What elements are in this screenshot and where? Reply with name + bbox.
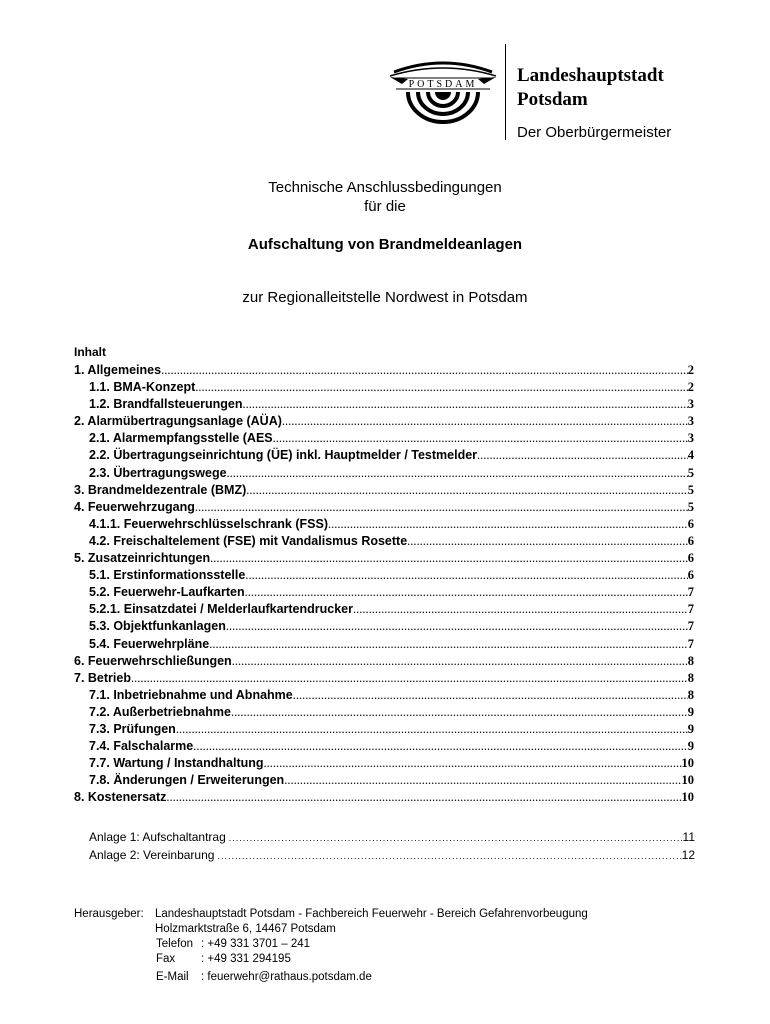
- toc-entry[interactable]: [74, 567, 694, 584]
- toc-entry-page: 9: [687, 721, 694, 736]
- toc-entry-label: 2.1. Alarmempfangsstelle (AES: [89, 431, 273, 446]
- phone-value: : +49 331 3701 – 241: [201, 938, 311, 950]
- toc-entry[interactable]: [74, 396, 694, 413]
- toc-entry-label: 1. Allgemeines: [74, 363, 162, 377]
- toc-list: [74, 362, 694, 806]
- toc-entry-page: 8: [687, 687, 694, 702]
- toc-entry[interactable]: [74, 499, 694, 516]
- organization-subtitle: Der Oberbürgermeister: [517, 124, 672, 141]
- toc-entry[interactable]: [74, 430, 694, 447]
- toc-entry-page: 3: [687, 397, 694, 412]
- email-key: E-Mail: [156, 971, 189, 983]
- toc-entry-label: 5.2. Feuerwehr-Laufkarten: [89, 585, 245, 600]
- toc-entry-page: 7: [687, 585, 694, 600]
- toc-entry[interactable]: [74, 755, 694, 772]
- dot-leader: [176, 721, 688, 738]
- dot-leader: [264, 755, 682, 772]
- dot-leader: [293, 687, 688, 704]
- annex-label: Anlage 2: Vereinbarung: [89, 848, 215, 862]
- toc-entry[interactable]: [74, 379, 694, 396]
- toc-entry-page: 7: [687, 619, 694, 634]
- toc-entry-label: 3. Brandmeldezentrale (BMZ): [74, 482, 247, 497]
- toc-entry-page: 8: [687, 670, 694, 685]
- toc-entry-page: 6: [687, 551, 694, 566]
- toc-entry-label: 1.2. Brandfallsteuerungen: [89, 397, 243, 412]
- dot-leader: [131, 670, 688, 687]
- logo-text: POTSDAM: [408, 79, 478, 90]
- toc-entry[interactable]: [74, 465, 694, 482]
- toc-entry-label: 7.2. Außerbetriebnahme: [89, 704, 231, 719]
- toc-entry[interactable]: [74, 618, 694, 635]
- dot-leader: [227, 465, 688, 482]
- annex-list: [89, 829, 695, 865]
- toc-entry[interactable]: [74, 670, 694, 687]
- toc-entry[interactable]: [74, 704, 694, 721]
- toc-entry-page: 6: [687, 533, 694, 548]
- toc-entry-label: 6. Feuerwehrschließungen: [74, 653, 232, 668]
- toc-entry-label: 7.4. Falschalarme: [89, 739, 194, 754]
- dot-leader: [193, 738, 688, 755]
- toc-entry-page: 7: [687, 602, 694, 617]
- table-of-contents: [74, 345, 694, 806]
- dot-leader: [407, 533, 688, 550]
- toc-entry-label: 2.3. Übertragungswege: [89, 465, 227, 480]
- toc-entry-page: 10: [681, 790, 694, 805]
- toc-entry[interactable]: [74, 533, 694, 550]
- publisher-key: Herausgeber:: [74, 908, 144, 920]
- toc-entry-label: 7.7. Wartung / Instandhaltung: [89, 756, 264, 771]
- toc-entry[interactable]: [74, 447, 694, 464]
- toc-entry-label: 4.1.1. Feuerwehrschlüsselschrank (FSS): [89, 516, 328, 531]
- toc-entry-page: 7: [687, 636, 694, 651]
- toc-entry[interactable]: [74, 482, 694, 499]
- toc-entry-page: 2: [687, 380, 694, 395]
- phone-key: Telefon: [156, 938, 194, 950]
- dot-leader: [226, 830, 683, 847]
- toc-entry-label: 5.3. Objektfunkanlagen: [89, 619, 226, 634]
- toc-entry[interactable]: [74, 601, 694, 618]
- toc-entry[interactable]: [74, 789, 694, 806]
- org-line-1: Landeshauptstadt: [517, 65, 664, 86]
- toc-entry[interactable]: [74, 636, 694, 653]
- toc-entry-label: 4.2. Freischaltelement (FSE) mit Vandalismus Rosette: [89, 533, 408, 548]
- potsdam-logo: [388, 58, 498, 126]
- organization-name: [517, 64, 664, 112]
- annex-page: 11: [682, 830, 695, 844]
- toc-entry-label: 7. Betrieb: [74, 670, 131, 685]
- toc-entry-page: 5: [687, 465, 694, 480]
- title-line-1: Technische Anschlussbedingungen: [268, 179, 502, 196]
- toc-entry-label: 5. Zusatzeinrichtungen: [74, 551, 211, 566]
- dot-leader: [284, 772, 681, 789]
- toc-heading: Inhalt: [74, 345, 106, 359]
- publisher-block: [74, 907, 588, 985]
- toc-entry[interactable]: [74, 772, 694, 789]
- toc-entry[interactable]: [74, 584, 694, 601]
- toc-entry-page: 10: [681, 773, 694, 788]
- org-line-2: Potsdam: [517, 89, 588, 110]
- dot-leader: [245, 584, 688, 601]
- dot-leader: [232, 653, 688, 670]
- toc-entry[interactable]: [74, 516, 694, 533]
- dot-leader: [477, 447, 688, 464]
- toc-entry-page: 4: [687, 448, 694, 463]
- toc-entry[interactable]: [74, 653, 694, 670]
- toc-entry-label: 1.1. BMA-Konzept: [89, 380, 196, 395]
- dot-leader: [245, 567, 687, 584]
- dot-leader: [195, 499, 688, 516]
- title-block: [0, 178, 770, 306]
- toc-entry-page: 6: [687, 516, 694, 531]
- dot-leader: [328, 516, 688, 533]
- toc-entry-page: 9: [687, 704, 694, 719]
- annex-item[interactable]: [89, 829, 695, 847]
- dot-leader: [214, 848, 681, 865]
- dot-leader: [195, 379, 688, 396]
- toc-entry-page: 2: [687, 363, 694, 377]
- title-line-2: für die: [364, 198, 406, 215]
- annex-label: Anlage 1: Aufschaltantrag: [89, 830, 226, 844]
- fax-value: : +49 331 294195: [201, 953, 291, 965]
- toc-entry-label: 7.3. Prüfungen: [89, 721, 176, 736]
- toc-entry[interactable]: [74, 687, 694, 704]
- dot-leader: [161, 362, 688, 379]
- toc-entry-page: 9: [687, 739, 694, 754]
- toc-entry-page: 8: [687, 653, 694, 668]
- dot-leader: [273, 430, 688, 447]
- email-value[interactable]: : feuerwehr@rathaus.potsdam.de: [201, 971, 372, 983]
- toc-entry[interactable]: [74, 413, 694, 430]
- annex-item[interactable]: [89, 847, 695, 865]
- toc-entry[interactable]: [74, 738, 694, 755]
- dot-leader: [353, 601, 688, 618]
- annex-page: 12: [681, 848, 695, 862]
- toc-entry[interactable]: [74, 550, 694, 567]
- toc-entry-page: 3: [687, 414, 694, 429]
- toc-entry-label: 5.1. Erstinformationsstelle: [89, 568, 246, 583]
- toc-entry-label: 2. Alarmübertragungsanlage (AÜA): [74, 414, 282, 429]
- fax-key: Fax: [156, 953, 176, 965]
- document-title: Aufschaltung von Brandmeldeanlagen: [247, 236, 523, 253]
- toc-entry-label: 5.4. Feuerwehrpläne: [89, 636, 210, 651]
- dot-leader: [246, 482, 687, 499]
- toc-entry-label: 4. Feuerwehrzugang: [74, 499, 195, 514]
- dot-leader: [243, 396, 688, 413]
- toc-entry-page: 6: [687, 568, 694, 583]
- document-subtitle: zur Regionalleitstelle Nordwest in Potsdam: [242, 289, 528, 306]
- dot-leader: [166, 789, 681, 806]
- toc-entry-label: 2.2. Übertragungseinrichtung (ÜE) inkl. Hauptmelder / Testmelder: [89, 448, 478, 463]
- toc-entry-label: 7.8. Änderungen / Erweiterungen: [89, 773, 285, 788]
- toc-entry-label: 7.1. Inbetriebnahme und Abnahme: [89, 687, 293, 702]
- toc-entry-page: 5: [687, 499, 694, 514]
- toc-entry-page: 10: [681, 756, 694, 771]
- toc-entry-label: 5.2.1. Einsatzdatei / Melderlaufkartendrucker: [89, 602, 353, 617]
- toc-entry[interactable]: [74, 721, 694, 738]
- logo-divider: [505, 44, 506, 140]
- toc-entry-page: 5: [687, 482, 694, 497]
- toc-entry[interactable]: [74, 362, 694, 379]
- dot-leader: [210, 550, 688, 567]
- dot-leader: [226, 618, 688, 635]
- dot-leader: [282, 413, 688, 430]
- publisher-name: Landeshauptstadt Potsdam - Fachbereich Feuerwehr - Bereich Gefahrenvorbeugung: [155, 908, 588, 920]
- toc-entry-page: 3: [687, 431, 694, 446]
- dot-leader: [231, 704, 688, 721]
- dot-leader: [209, 636, 688, 653]
- toc-entry-label: 8. Kostenersatz: [74, 790, 167, 805]
- publisher-address: Holzmarktstraße 6, 14467 Potsdam: [155, 923, 336, 935]
